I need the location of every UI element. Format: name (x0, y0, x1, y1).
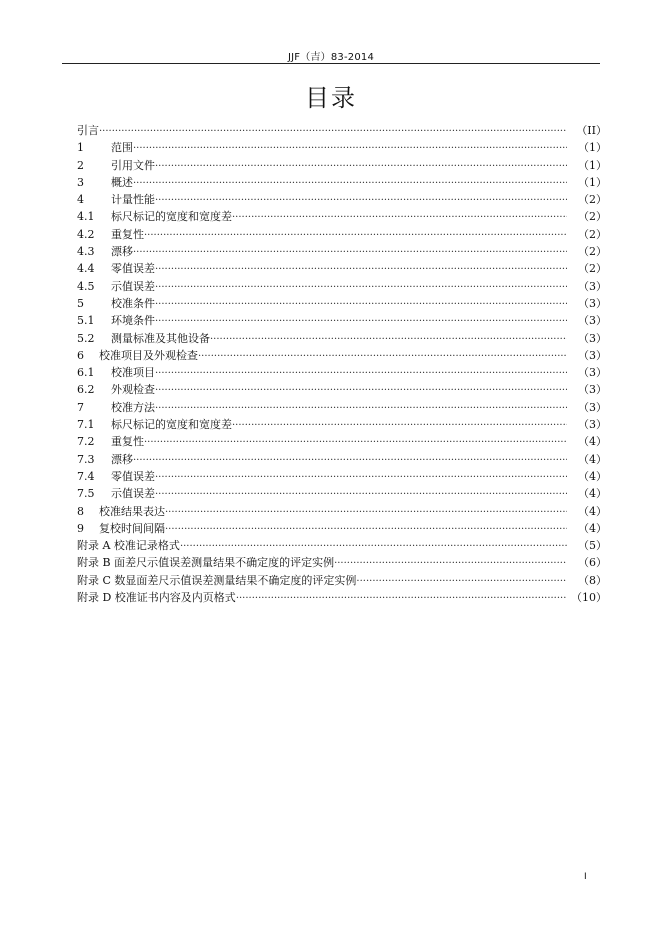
toc-entry-number: 7.1 (77, 418, 95, 432)
toc-entry-number: 4.1 (77, 210, 95, 224)
toc-entry-page: （1） (578, 141, 607, 155)
toc-leader-dots (165, 521, 567, 538)
toc-entry-label: 附录 D 校准证书内容及内页格式 (77, 591, 236, 605)
toc-entry-label: 标尺标记的宽度和宽度差 (111, 418, 232, 432)
toc-entry-page: （5） (578, 539, 607, 553)
toc-leader-dots (236, 590, 567, 607)
toc-leader-dots (133, 244, 567, 261)
toc-entry-label: 引用文件 (111, 158, 155, 172)
toc-entry[interactable] (77, 468, 607, 485)
toc-entry-page: （4） (578, 487, 607, 501)
toc-entry-number: 5.2 (77, 331, 95, 345)
toc-entry-number: 5.1 (77, 314, 95, 328)
toc-entry-number: 9 (77, 521, 84, 535)
toc-entry-page: （3） (578, 296, 607, 310)
toc-entry-label: 引言 (77, 124, 99, 137)
toc-leader-dots (180, 538, 567, 555)
toc-entry[interactable] (77, 208, 607, 225)
toc-entry[interactable] (77, 503, 607, 520)
toc-leader-dots (232, 209, 567, 226)
toc-entry[interactable] (77, 295, 607, 312)
toc-entry-label: 外观检查 (111, 383, 155, 397)
toc-entry-number: 4 (77, 193, 84, 207)
toc-entry-page: （3） (578, 418, 607, 432)
toc-entry-label: 校准项目 (111, 366, 155, 380)
toc-entry-number: 8 (77, 504, 84, 518)
toc-entry[interactable] (77, 537, 607, 554)
toc-entry-label: 零值误差 (111, 262, 155, 276)
toc-entry[interactable] (77, 399, 607, 416)
toc-entry-label: 漂移 (111, 245, 133, 259)
toc-entry-page: （4） (578, 504, 607, 518)
header-divider (62, 63, 600, 64)
toc-leader-dots (155, 313, 567, 330)
toc-entry[interactable] (77, 416, 607, 433)
toc-leader-dots (99, 123, 567, 140)
toc-entry-number: 1 (77, 141, 84, 155)
toc-entry[interactable] (77, 226, 607, 243)
toc-entry-label: 测量标准及其他设备 (111, 331, 210, 345)
toc-entry-label: 附录 A 校准记录格式 (77, 539, 180, 553)
toc-entry-label: 示值误差 (111, 279, 155, 293)
toc-entry-label: 零值误差 (111, 469, 155, 483)
toc-entry-number: 6 (77, 348, 84, 362)
toc-leader-dots (155, 192, 567, 209)
toc-entry-label: 标尺标记的宽度和宽度差 (111, 210, 232, 224)
toc-entry[interactable] (77, 451, 607, 468)
toc-entry-page: （3） (578, 331, 607, 345)
toc-leader-dots (144, 227, 567, 244)
toc-entry-label: 环境条件 (111, 314, 155, 328)
toc-entry[interactable] (77, 243, 607, 260)
toc-entry[interactable] (77, 381, 607, 398)
toc-entry[interactable] (77, 330, 607, 347)
toc-entry-page: （4） (578, 452, 607, 466)
toc-leader-dots (155, 486, 567, 503)
toc-leader-dots (155, 296, 567, 313)
table-of-contents (77, 122, 607, 606)
toc-entry-label: 重复性 (111, 227, 144, 241)
toc-leader-dots (155, 469, 567, 486)
toc-leader-dots (155, 279, 567, 296)
toc-entry-number: 5 (77, 296, 84, 310)
toc-entry-page: （2） (578, 245, 607, 259)
toc-entry[interactable] (77, 347, 607, 364)
toc-entry[interactable] (77, 433, 607, 450)
toc-entry-number: 4.2 (77, 227, 95, 241)
toc-entry-number: 2 (77, 158, 84, 172)
toc-entry-label: 校准结果表达 (99, 504, 165, 518)
toc-entry-number: 6.1 (77, 366, 95, 380)
toc-entry-page: （3） (578, 366, 607, 380)
toc-entry[interactable] (77, 122, 607, 139)
toc-entry-page: （3） (578, 383, 607, 397)
toc-entry-number: 4.3 (77, 245, 95, 259)
toc-entry-number: 7.5 (77, 487, 95, 501)
toc-leader-dots (133, 452, 567, 469)
toc-entry-number: 4.5 (77, 279, 95, 293)
toc-leader-dots (198, 348, 567, 365)
toc-entry[interactable] (77, 312, 607, 329)
toc-leader-dots (165, 504, 567, 521)
toc-entry-page: （2） (578, 193, 607, 207)
toc-entry-page: （10） (571, 591, 607, 605)
toc-entry[interactable] (77, 364, 607, 381)
toc-entry-page: （4） (578, 521, 607, 535)
toc-entry-label: 范围 (111, 141, 133, 155)
toc-leader-dots (155, 365, 567, 382)
toc-leader-dots (133, 175, 567, 192)
toc-entry-label: 校准项目及外观检查 (99, 348, 198, 362)
toc-leader-dots (210, 331, 567, 348)
toc-entry-label: 概述 (111, 175, 133, 189)
toc-entry-page: （II） (576, 124, 607, 137)
toc-entry-number: 3 (77, 175, 84, 189)
toc-entry[interactable] (77, 278, 607, 295)
toc-entry[interactable] (77, 174, 607, 191)
toc-entry-label: 复校时间间隔 (99, 521, 165, 535)
toc-leader-dots (155, 261, 567, 278)
toc-entry-label: 校准方法 (111, 400, 155, 414)
toc-entry-number: 4.4 (77, 262, 95, 276)
toc-entry[interactable] (77, 589, 607, 606)
toc-entry-page: （4） (578, 435, 607, 449)
toc-entry-label: 漂移 (111, 452, 133, 466)
toc-entry[interactable] (77, 191, 607, 208)
toc-leader-dots (144, 434, 567, 451)
toc-entry-page: （2） (578, 227, 607, 241)
toc-entry-page: （2） (578, 262, 607, 276)
toc-entry[interactable] (77, 485, 607, 502)
toc-entry-page: （2） (578, 210, 607, 224)
toc-entry-page: （3） (578, 348, 607, 362)
footer-page-number: I (584, 872, 587, 882)
toc-entry-number: 7.4 (77, 469, 95, 483)
toc-entry[interactable] (77, 157, 607, 174)
toc-leader-dots (155, 382, 567, 399)
document-code-header: JJF（吉）83-2014 (287, 52, 375, 63)
toc-entry-label: 计量性能 (111, 193, 155, 207)
toc-entry-page: （1） (578, 175, 607, 189)
toc-leader-dots (155, 400, 567, 417)
toc-entry-page: （3） (578, 279, 607, 293)
toc-entry-label: 附录 C 数显面差尺示值误差测量结果不确定度的评定实例 (77, 573, 357, 587)
toc-leader-dots (356, 573, 567, 590)
toc-entry[interactable] (77, 260, 607, 277)
toc-entry[interactable] (77, 520, 607, 537)
toc-entry-page: （8） (578, 573, 607, 587)
toc-entry[interactable] (77, 139, 607, 156)
toc-entry-number: 6.2 (77, 383, 95, 397)
toc-entry-number: 7 (77, 400, 84, 414)
toc-entry-number: 7.3 (77, 452, 95, 466)
page-title: 目录 (305, 84, 357, 112)
toc-entry-page: （1） (578, 158, 607, 172)
toc-entry-number: 7.2 (77, 435, 95, 449)
toc-entry-page: （3） (578, 314, 607, 328)
toc-leader-dots (334, 555, 567, 572)
toc-leader-dots (155, 158, 567, 175)
toc-entry[interactable] (77, 554, 607, 571)
toc-entry[interactable] (77, 572, 607, 589)
toc-entry-page: （6） (578, 556, 607, 570)
toc-entry-page: （3） (578, 400, 607, 414)
toc-entry-label: 附录 B 面差尺示值误差测量结果不确定度的评定实例 (77, 556, 335, 570)
toc-entry-label: 校准条件 (111, 296, 155, 310)
toc-leader-dots (133, 140, 567, 157)
toc-entry-label: 重复性 (111, 435, 144, 449)
toc-entry-page: （4） (578, 469, 607, 483)
toc-entry-label: 示值误差 (111, 487, 155, 501)
toc-leader-dots (232, 417, 567, 434)
